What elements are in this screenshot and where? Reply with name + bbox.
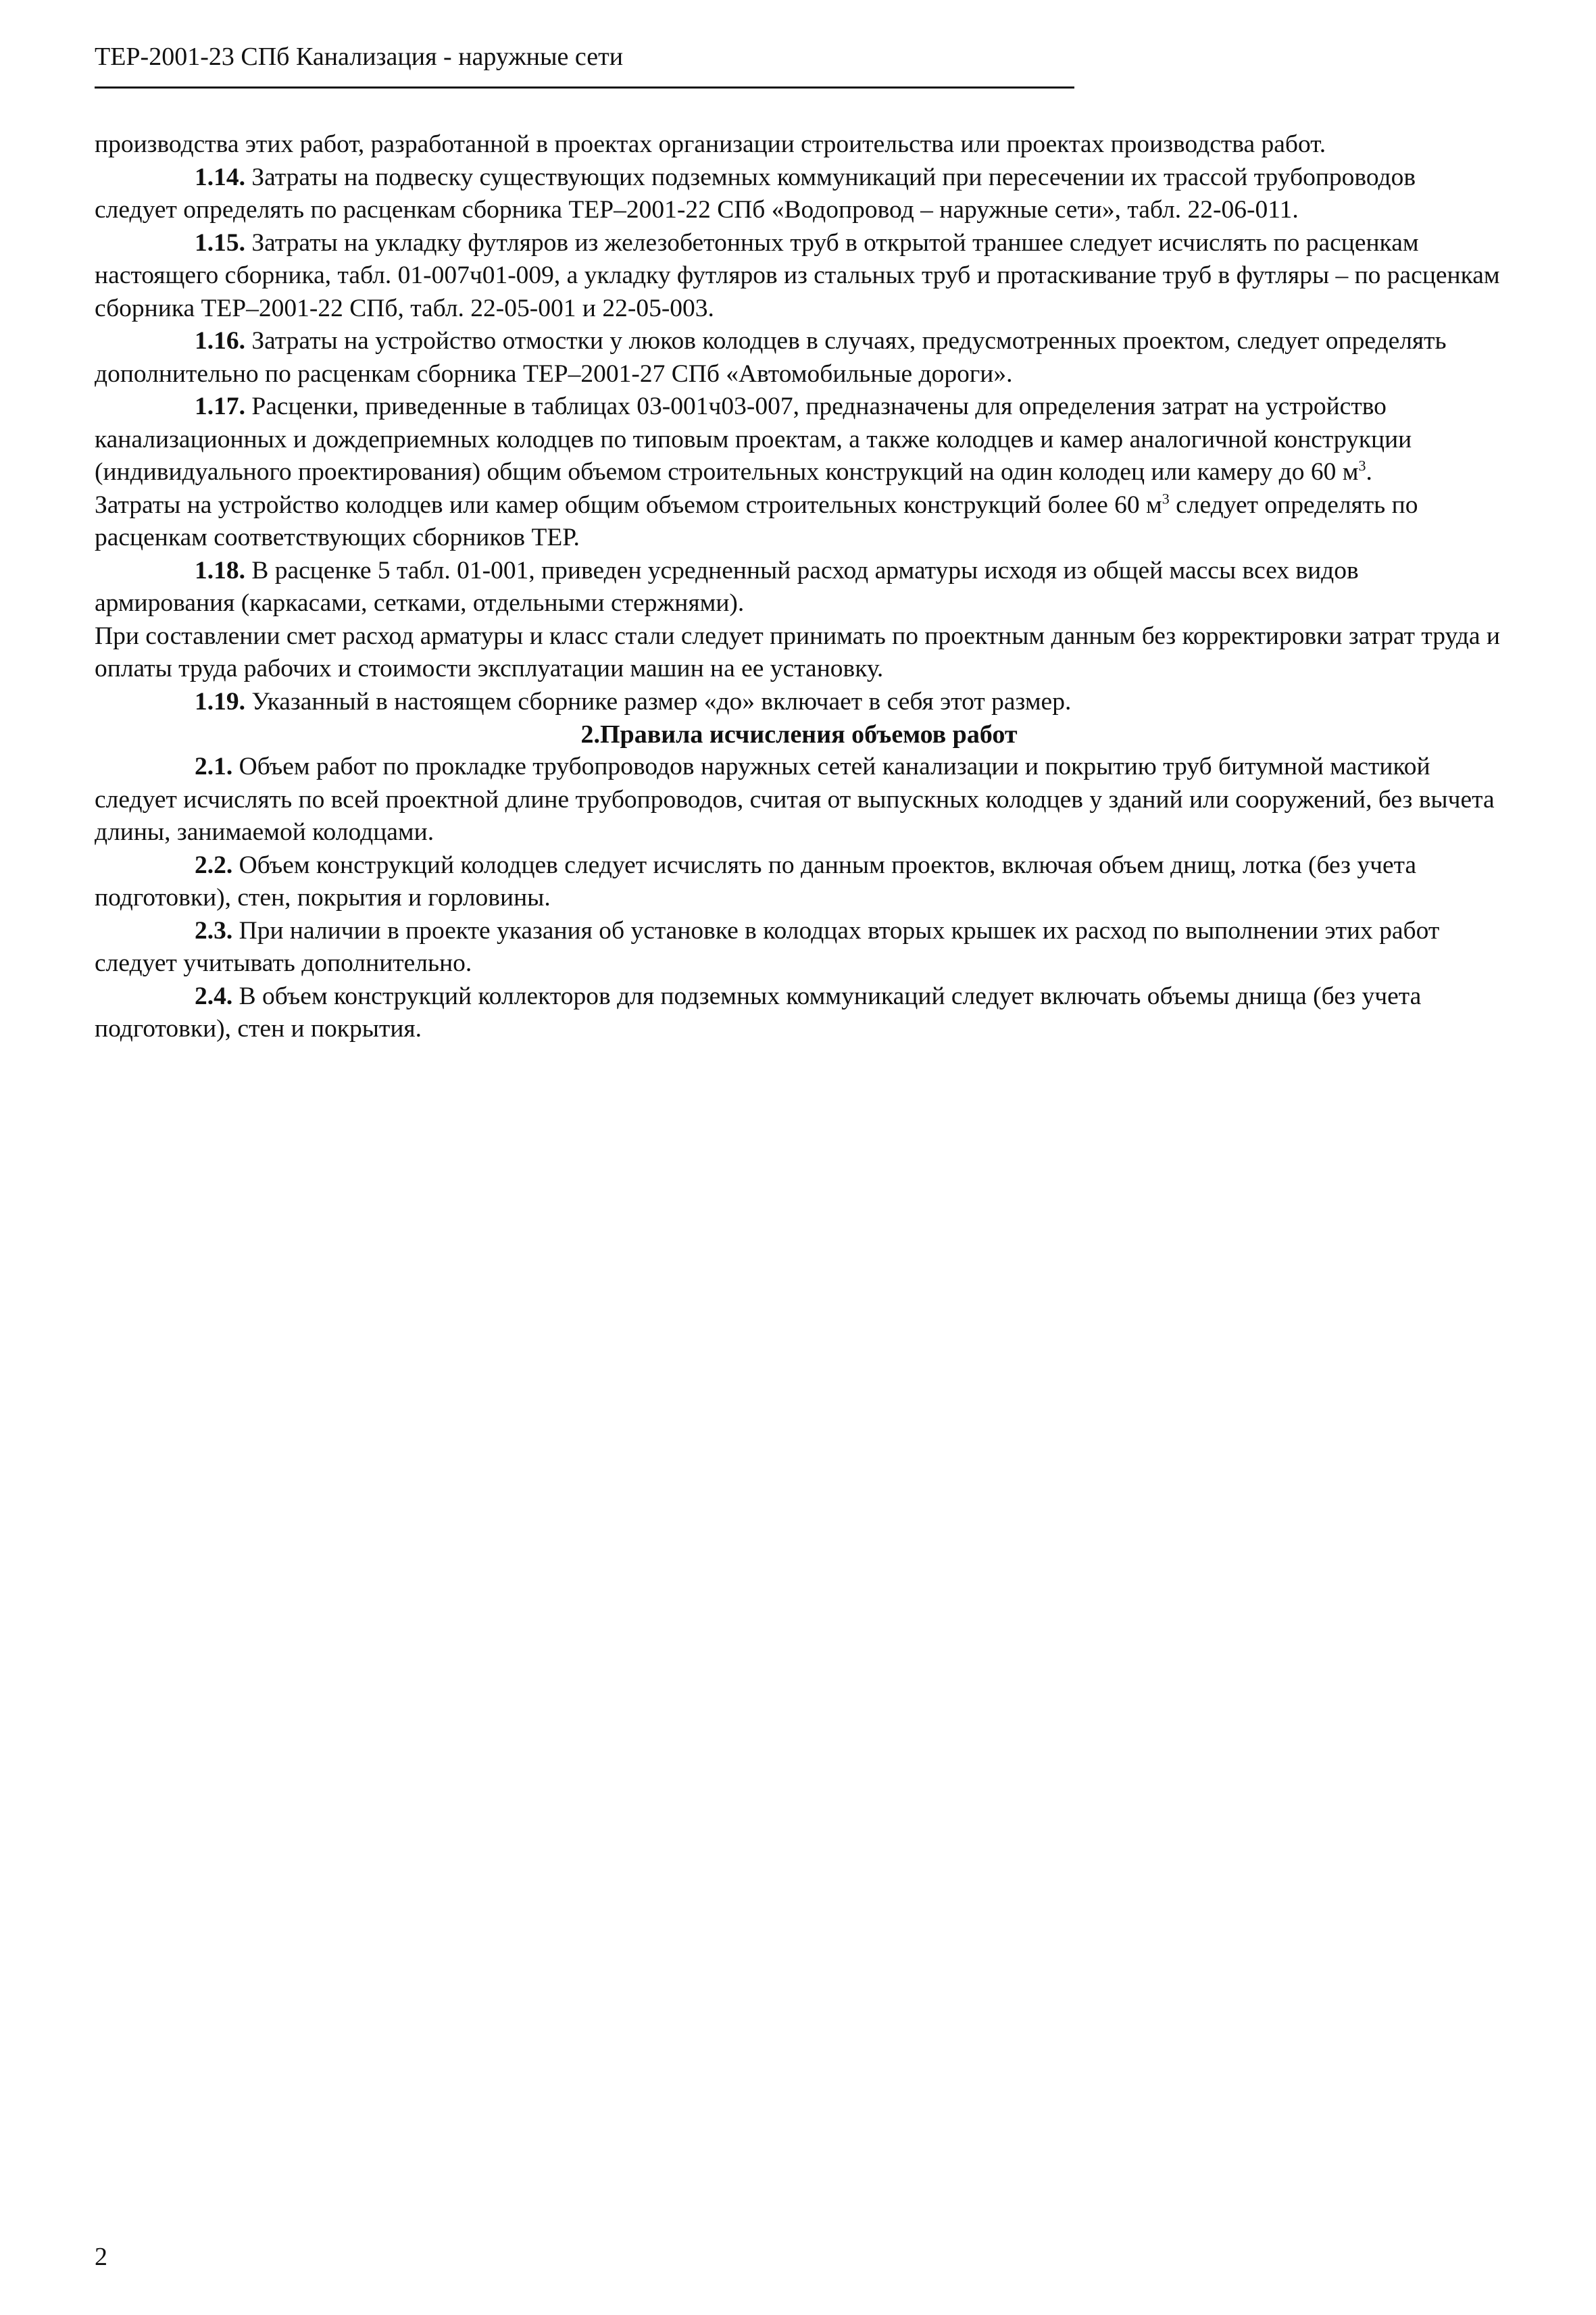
clause-text: В расценке 5 табл. 01-001, приведен усредненный расход арматуры исходя из общей массы всех видов армирования (каркасами, сетками, отдельными стержнями). <box>95 556 1359 617</box>
clause-text: Затраты на устройство колодцев или камер общим объемом строительных конструкций более 60 м <box>95 491 1162 519</box>
clause-number: 2.4. <box>195 982 233 1010</box>
clause-2-2 <box>95 849 1503 915</box>
clause-1-19 <box>95 686 1503 719</box>
clause-number: 1.16. <box>195 327 245 355</box>
clause-text: Затраты на подвеску существующих подземных коммуникаций при пересечении их трассой трубопроводов следует определять по расценкам сборника ТЕР–2001-22 СПб «Водопровод – наружные сети», табл. 22-06-011. <box>95 163 1416 224</box>
clause-number: 1.14. <box>195 163 245 191</box>
clause-text: Объем работ по прокладке трубопроводов наружных сетей канализации и покрытию труб битумной мастикой следует исчислять по всей проектной длине трубопроводов, считая от выпускных колодцев у зданий или сооружений, без вычета длины, занимаемой колодцами. <box>95 753 1495 846</box>
paragraph-continuation: производства этих работ, разработанной в проектах организации строительства или проектах производства работ. <box>95 130 1326 158</box>
clause-1-14 <box>95 161 1503 227</box>
clause-number: 1.18. <box>195 556 245 584</box>
section-2-title: 2.Правила исчисления объемов работ <box>580 720 1018 749</box>
clause-number: 2.3. <box>195 916 233 945</box>
header-rule <box>95 86 1074 89</box>
running-header: ТЕР-2001-23 СПб Канализация - наружные сети <box>95 43 624 71</box>
superscript: 3 <box>1358 457 1366 474</box>
clause-2-1 <box>95 751 1503 849</box>
clause-text: Расценки, приведенные в таблицах 03-001ч03-007, предназначены для определения затрат на устройство канализационных и дождеприемных колодцев по типовым проектам, а также колодцев и камер аналогичной конструкции (индивидуального проектирования) общим объемом строительных конструкций на один колодец или камеру до 60 м <box>95 393 1412 486</box>
clause-number: 1.19. <box>195 687 245 716</box>
clause-text-tail: . <box>1366 458 1372 486</box>
clause-1-18-continuation: При составлении смет расход арматуры и класс стали следует принимать по проектным данным без корректировки затрат труда и оплаты труда рабочих и стоимости эксплуатации машин на ее установку. <box>95 622 1501 682</box>
clause-number: 2.1. <box>195 753 233 780</box>
clause-text-tail: следует определять по расценкам соответствующих сборников ТЕР. <box>95 491 1418 551</box>
clause-text: Затраты на укладку футляров из железобетонных труб в открытой траншее следует исчислять по расценкам настоящего сборника, табл. 01-007ч01-009, а укладку футляров из стальных труб и протаскивание труб в футляры – по расценкам сборника ТЕР–2001-22 СПб, табл. 22-05-001 и 22-05-003. <box>95 228 1500 322</box>
clause-text: Затраты на устройство отмостки у люков колодцев в случаях, предусмотренных проектом, следует определять дополнительно по расценкам сборника ТЕР–2001-27 СПб «Автомобильные дороги». <box>95 327 1447 388</box>
clause-number: 1.15. <box>195 228 245 257</box>
clause-1-15 <box>95 227 1503 326</box>
page-number: 2 <box>95 2243 107 2271</box>
clause-text: Указанный в настоящем сборнике размер «до» включает в себя этот размер. <box>245 687 1072 716</box>
clause-1-18 <box>95 555 1503 620</box>
clause-text: При наличии в проекте указания об установке в колодцах вторых крышек их расход по выполнении этих работ следует учитывать дополнительно. <box>95 916 1440 977</box>
clause-1-17 <box>95 391 1503 489</box>
clause-2-3 <box>95 915 1503 980</box>
clause-1-16 <box>95 325 1503 391</box>
clause-text: В объем конструкций коллекторов для подземных коммуникаций следует включать объемы днища (без учета подготовки), стен и покрытия. <box>95 982 1422 1043</box>
clause-text: Объем конструкций колодцев следует исчислять по данным проектов, включая объем днищ, лотка (без учета подготовки), стен, покрытия и горловины. <box>95 851 1417 912</box>
clause-number: 2.2. <box>195 851 233 879</box>
clause-1-17-continuation <box>95 489 1503 555</box>
clause-number: 1.17. <box>195 393 245 420</box>
clause-2-4 <box>95 980 1503 1046</box>
superscript: 3 <box>1162 490 1170 507</box>
document-body <box>95 128 1503 1046</box>
